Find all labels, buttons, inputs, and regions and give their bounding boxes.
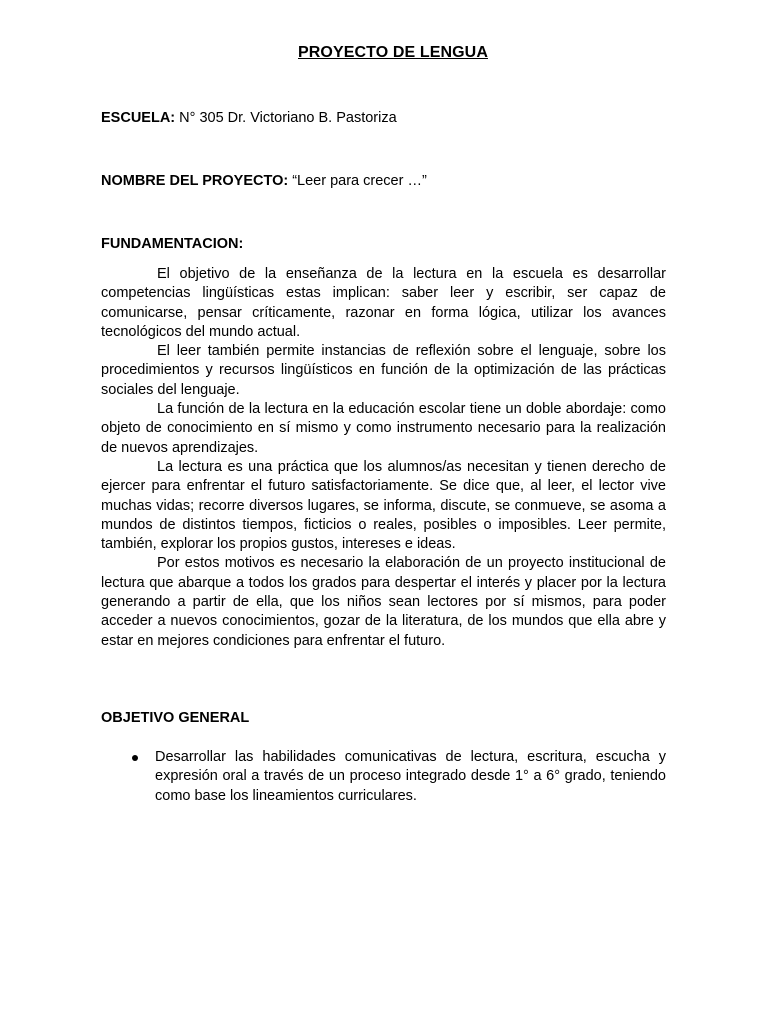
paragraph: La lectura es una práctica que los alumnos/as necesitan y tienen derecho de ejercer para enfrentar el futuro satisfactoriamente. Se dice que, al leer, el lector vive muchas vidas; recorre diversos lugares, se informa, discute, se conmueve, se asoma a mundos de distintos tiempos, ficticios o reales, posibles o imposibles. Leer permite, también, explorar los propios gustos, intereses e ideas.	[101, 458, 666, 553]
fundamentacion-heading: FUNDAMENTACION:	[101, 236, 244, 252]
bullet-icon	[132, 755, 138, 761]
paragraph: Por estos motivos es necesario la elaboración de un proyecto institucional de lectura que abarque a todos los grados para despertar el interés y placer por la lectura generando a partir de ella, que los niños sean lectores por sí mismos, para poder acceder a nuevos conocimientos, gozar de la literatura, de los mundos que ella abre y estar en mejores condiciones para enfrentar el futuro.	[101, 555, 666, 649]
escuela-value: N° 305 Dr. Victoriano B. Pastoriza	[179, 110, 397, 126]
escuela-label: ESCUELA:	[101, 110, 176, 126]
nombre-proyecto-label: NOMBRE DEL PROYECTO:	[101, 173, 289, 189]
document-title: PROYECTO DE LENGUA	[298, 44, 488, 61]
list-item	[101, 748, 666, 806]
nombre-proyecto-field	[101, 172, 427, 190]
paragraph: El objetivo de la enseñanza de la lectura en la escuela es desarrollar competencias lingüísticas estas implican: saber leer y escribir, ser capaz de comunicarse, pensar críticamente, razonar en forma lógica, utilizar los avances tecnológicos del mundo actual.	[101, 266, 666, 340]
list-item-text: Desarrollar las habilidades comunicativas de lectura, escritura, escucha y expresión oral a través de un proceso integrado desde 1° a 6° grado, teniendo como base los lineamientos curriculares.	[155, 749, 666, 804]
objetivo-general-heading: OBJETIVO GENERAL	[101, 710, 250, 726]
escuela-field	[101, 109, 397, 127]
paragraph: El leer también permite instancias de reflexión sobre el lenguaje, sobre los procedimientos y recursos lingüísticos en función de la optimización de las prácticas sociales del lenguaje.	[101, 343, 666, 398]
fundamentacion-body	[101, 265, 666, 651]
objetivo-general-list	[101, 748, 666, 806]
paragraph: La función de la lectura en la educación escolar tiene un doble abordaje: como objeto de conocimiento en sí mismo y como instrumento necesario para la realización de nuevos aprendizajes.	[101, 401, 666, 456]
nombre-proyecto-value: “Leer para crecer …”	[292, 173, 427, 189]
